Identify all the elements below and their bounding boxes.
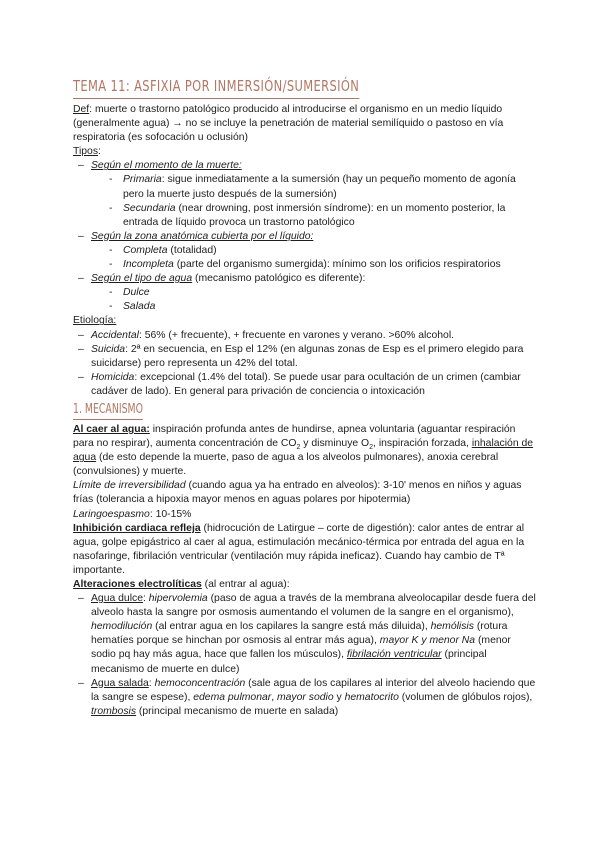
caer-paragraph: Al caer al agua: inspiración profunda antes de hundirse, apnea voluntaria (aguantar respiración para no respirar), aumenta concentración de $CO_2$ y disminuye $O_2$, inspiración forzada, inhalación de agua (de esto depende la muerte, paso de agua a los alveolos pulmonares), anoxia cerebral (convulsiones) y muerte. xyxy=(73,423,534,478)
tipos-heading: Tipos: xyxy=(73,146,101,158)
list-item: - Dulce xyxy=(106,286,538,300)
list-item: – Según la zona anatómica cubierta por el líquido: - Completa (totalidad) - Incompleta (parte del organismo sumergida): mínimo son los orificios respiratorios xyxy=(73,230,538,272)
limite-paragraph: Límite de irreversibilidad (cuando agua ya ha entrado en alveolos): 3-10' menos en niños y aguas frías (tolerancia a hipoxia mayor menos en aguas polares por hipotermia) xyxy=(73,480,522,506)
list-item: – Accidental: 56% (+ frecuente), + frecuente en varones y verano. >60% alcohol. xyxy=(73,329,538,343)
list-item: - Incompleta (parte del organismo sumergida): mínimo son los orificios respiratorios xyxy=(106,258,538,272)
list-item: – Agua salada: hemoconcentración (sale agua de los capilares al interior del alveolo haciendo que la sangre se espese), edema pulmonar, mayor sodio y hematocrito (volumen de glóbulos rojos), trombosis (principal mecanismo de muerte en salada) xyxy=(73,677,538,719)
tipos-list xyxy=(73,159,538,314)
alteraciones-list xyxy=(73,592,538,719)
document-body xyxy=(73,75,538,719)
inhibicion-paragraph: Inhibición cardiaca refleja (hidrocución de Latirgue – corte de digestión): calor antes de entrar al agua, golpe epigástrico al caer al agua, estimulación mecánico-térmica por entrada del agua en la nasofaringe, fibrilación ventricular (ventilación muy rápida ineficaz). Cuando hay cambio de Tª importante. xyxy=(73,522,525,576)
etiologia-heading: Etiología: xyxy=(73,315,117,327)
page-title: TEMA 11: ASFIXIA POR INMERSIÓN/SUMERSIÓN xyxy=(73,75,359,99)
definition-paragraph xyxy=(73,103,538,145)
list-item: – Según el tipo de agua (mecanismo patológico es diferente): - Dulce - Salada xyxy=(73,272,538,314)
sublist xyxy=(73,244,538,272)
list-item: – Según el momento de la muerte: - Primaria: sigue inmediatamente a la sumersión (hay un pequeño momento de agonía pero la muerte justo después de la sumersión) - Secundaria (near drowning, post inmersión síndrome): en un momento posterior, la entrada de líquido provoca un trastorno patológico xyxy=(73,159,538,229)
list-item: – Agua dulce: hipervolemia (paso de agua a través de la membrana alveolocapilar desde fuera del alveolo hasta la sangre por osmosis aumentando el volumen de la sangre en el organismo), hemodilución (al entrar agua en los capilares la sangre está más diluida), hemólisis (rotura hematíes porque se hinchan por osmosis al entrar más agua), mayor K y menor Na (menor sodio pq hay más agua, hace que fallen los músculos), fibrilación ventricular (principal mecanismo de muerte en dulce) xyxy=(73,592,538,677)
definition-text: : muerte o trastorno patológico producido al introducirse el organismo en un medio líquido (generalmente agua) → no se incluye la penetración de material semilíquido o pastoso en vía respiratoria (es sofocación u oclusión) xyxy=(73,104,504,144)
alteraciones-paragraph: Alteraciones electrolíticas (al entrar al agua): xyxy=(73,579,290,590)
etiologia-list xyxy=(73,329,538,399)
list-item: - Secundaria (near drowning, post inmersión síndrome): en un momento posterior, la entrada de líquido provoca un trastorno patológico xyxy=(106,202,538,230)
sublist xyxy=(73,173,538,229)
section-heading: 1. MECANISMO xyxy=(73,401,143,420)
list-item: - Completa (totalidad) xyxy=(106,244,538,258)
definition-label: Def xyxy=(73,104,90,115)
list-item: – Suicida: 2ª en secuencia, en Esp el 12% (en algunas zonas de Esp es el primero elegido para suicidarse) pero representa un 42% del total. xyxy=(73,343,538,371)
list-item: – Homicida: excepcional (1.4% del total). Se puede usar para ocultación de un crimen (cambiar cadáver de lado). En general para privación de conciencia o intoxicación xyxy=(73,371,538,399)
sublist xyxy=(73,286,538,314)
laringo-paragraph: Laringoespasmo: 10-15% xyxy=(73,508,192,520)
list-item: - Primaria: sigue inmediatamente a la sumersión (hay un pequeño momento de agonía pero la muerte justo después de la sumersión) xyxy=(106,173,538,201)
list-item: - Salada xyxy=(106,300,538,314)
